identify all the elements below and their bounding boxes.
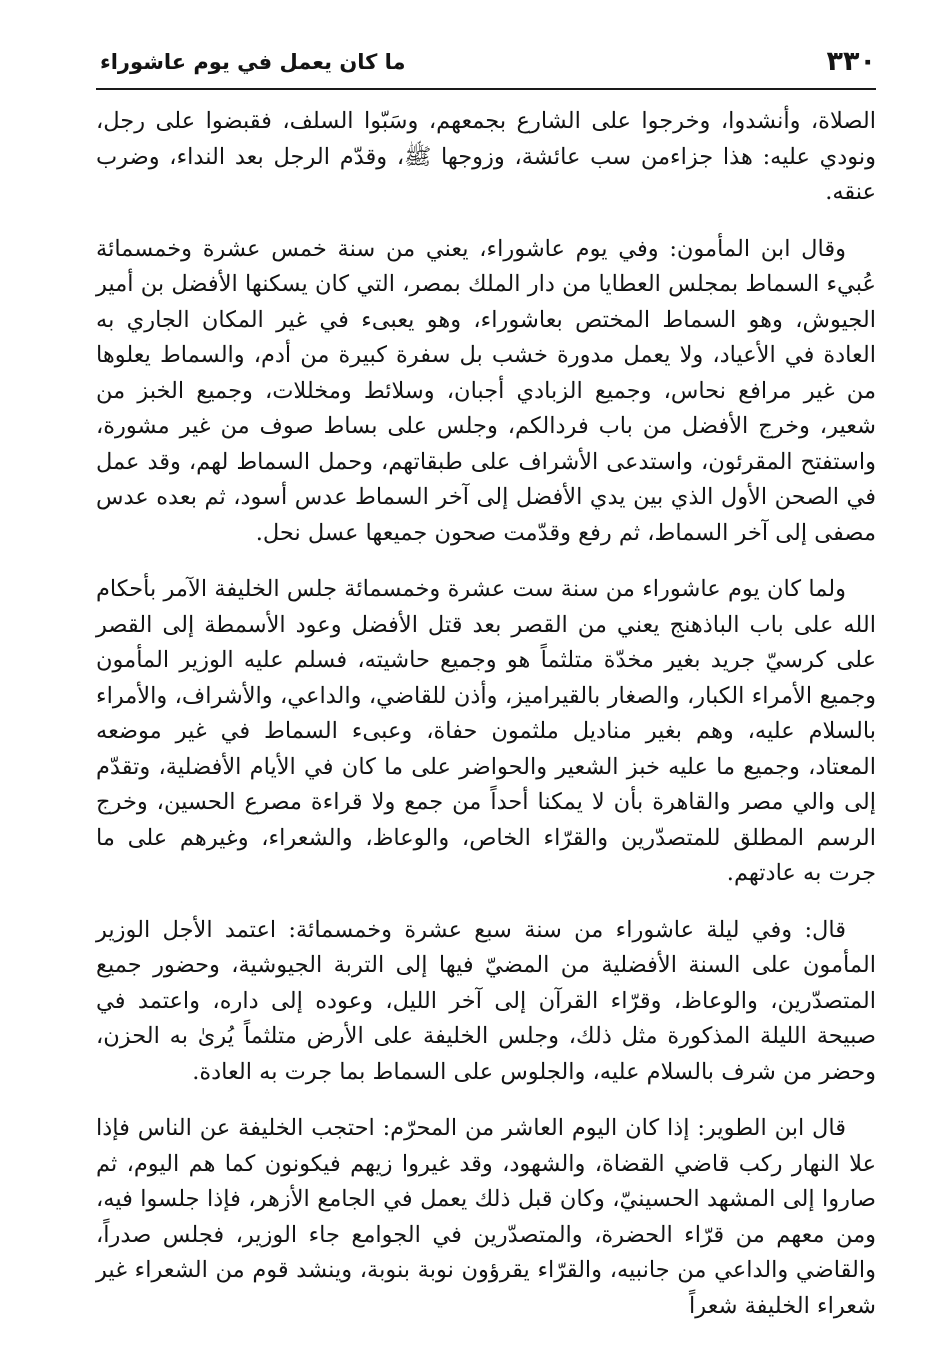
book-page: [96, 40, 876, 1350]
page-header: [96, 40, 876, 90]
paragraph-4: قال: وفي ليلة عاشوراء من سنة سبع عشرة وخمسمائة: اعتمد الأجل الوزير المأمون على السنة الأفضلية من المضيّ فيها إلى التربة الجيوشية، وحضور جميع المتصدّرين، والوعاظ، وقرّاء القرآن إلى آخر الليل، وعوده إلى داره، واعتمد في صبيحة الليلة المذكورة مثل ذلك، وجلس الخليفة على الأرض متلثماً يُرىٰ به الحزن، وحضر من شرف بالسلام عليه، والجلوس على السماط بما جرت به العادة.: [96, 916, 876, 1085]
paragraph-5: قال ابن الطوير: إذا كان اليوم العاشر من المحرّم: احتجب الخليفة عن الناس فإذا علا النهار ركب قاضي القضاة، والشهود، وقد غيروا زيهم فيكونون كما هم اليوم، ثم صاروا إلى المشهد الحسينيّ، وكان قبل ذلك يعمل في الجامع الأزهر، فإذا جلسوا فيه، ومن معهم من قرّاء الحضرة، والمتصدّرين في الجوامع جاء الوزير، فجلس صدراً، والقاضي والداعي من جانبيه، والقرّاء يقرؤون نوبة بنوبة، وينشد قوم من الشعراء غير شعراء الخليفة شعراً: [96, 1115, 876, 1319]
page-number: ٣٣٠: [826, 46, 876, 77]
paragraph-2: وقال ابن المأمون: وفي يوم عاشوراء، يعني من سنة خمس عشرة وخمسمائة عُبيء السماط بمجلس العطايا من دار الملك بمصر، التي كان يسكنها الأفضل بن أمير الجيوش، وهو السماط المختص بعاشوراء، وهو يعبىء في غير المكان الجاري به العادة في الأعياد، ولا يعمل مدورة خشب بل سفرة كبيرة من أدم، والسماط يعلوها من غير مرافع نحاس، وجميع الزبادي أجبان، وسلائط ومخللات، وجميع الخبز من شعير، وخرج الأفضل من باب فردالكم، وجلس على بساط صوف من غير مشورة، واستفتح المقرئون، واستدعى الأشراف على طبقاتهم، وحمل السماط لهم، وقد عمل في الصحن الأول الذي بين يدي الأفضل إلى آخر السماط عدس أسود، ثم بعده عدس مصفى إلى آخر السماط، ثم رفع وقدّمت صحون جميعها عسل نحل.: [96, 235, 876, 546]
body-text: [96, 104, 876, 1324]
running-title: ما كان يعمل في يوم عاشوراء: [100, 50, 406, 74]
paragraph-3: ولما كان يوم عاشوراء من سنة ست عشرة وخمسمائة جلس الخليفة الآمر بأحكام الله على باب الباذهنج يعني من القصر بعد قتل الأفضل وعود الأسمطة إلى القصر على كرسيّ جريد بغير مخدّة متلثماً هو وجميع حاشيته، فسلم عليه الوزير المأمون وجميع الأمراء الكبار، والصغار بالقيراميز، وأذن للقاضي، والداعي، والأشراف، والأمراء بالسلام عليه، وهم بغير مناديل ملثمون حفاة، وعبىء السماط في غير موضعه المعتاد، وجميع ما عليه خبز الشعير والحواضر على ما كان في الأيام الأفضلية، وتقدّم إلى والي مصر والقاهرة بأن لا يمكنا أحداً من جمع ولا قراءة مصرع الحسين، وخرج الرسم المطلق للمتصدّرين والقرّاء الخاص، والوعاظ، والشعراء، وغيرهم على ما جرت به عادتهم.: [96, 576, 876, 886]
paragraph-1: الصلاة، وأنشدوا، وخرجوا على الشارع بجمعهم، وسَبّوا السلف، فقبضوا على رجل، ونودي عليه: هذا جزاءمن سب عائشة، وزوجها ﷺ، وقدّم الرجل بعد النداء، وضرب عنقه.: [96, 108, 876, 205]
